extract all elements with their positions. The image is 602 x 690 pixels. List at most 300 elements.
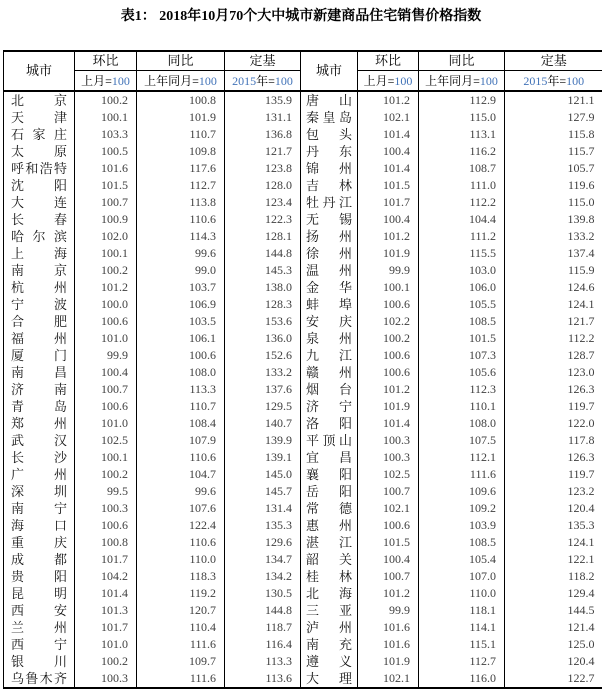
city-cell: 重 庆: [4, 534, 75, 551]
yoy-value: 103.9: [419, 517, 505, 534]
city-cell: 包 头: [301, 126, 358, 143]
header-yoy-right: 同比: [419, 51, 505, 71]
table-row: [4, 109, 602, 126]
yoy-value: 120.7: [137, 602, 225, 619]
mom-value: 102.5: [358, 466, 419, 483]
yoy-value: 107.3: [419, 347, 505, 364]
city-cell: 杭 州: [4, 279, 75, 296]
table-row: [4, 381, 602, 398]
header-mom-left: 环比: [75, 51, 137, 71]
header-city-right: 城市: [301, 51, 358, 91]
mom-value: 100.6: [358, 347, 419, 364]
city-cell: 大 理: [301, 670, 358, 688]
mom-value: 100.7: [75, 381, 137, 398]
yoy-value: 100.8: [137, 91, 225, 109]
mom-value: 100.7: [358, 483, 419, 500]
table-row: [4, 262, 602, 279]
mom-value: 100.8: [75, 534, 137, 551]
yoy-value: 115.5: [419, 245, 505, 262]
mom-value: 101.0: [75, 636, 137, 653]
header-base-unit-left: 2015年=100: [225, 71, 301, 92]
base-value: 128.1: [225, 228, 301, 245]
yoy-value: 110.6: [137, 449, 225, 466]
base-value: 105.7: [567, 161, 595, 175]
yoy-value: 110.4: [137, 619, 225, 636]
mom-value: 100.6: [358, 364, 419, 381]
city-cell: 郑 州: [4, 415, 75, 432]
yoy-value: 108.0: [419, 415, 505, 432]
yoy-value: 111.2: [419, 228, 505, 245]
base-value: 112.2: [567, 331, 595, 345]
base-value: 115.8: [567, 127, 595, 141]
base-value: 139.1: [225, 449, 301, 466]
base-value: 144.8: [225, 602, 301, 619]
table-row: [4, 517, 602, 534]
base-value: 128.7: [567, 348, 595, 362]
table-row: [4, 568, 602, 585]
city-cell: 三 亚: [301, 602, 358, 619]
yoy-value: 122.4: [137, 517, 225, 534]
yoy-value: 104.4: [419, 211, 505, 228]
header-city-left: 城市: [4, 51, 75, 91]
city-cell: 泉 州: [301, 330, 358, 347]
table-title: 表1： 2018年10月70个大中城市新建商品住宅销售价格指数: [120, 9, 482, 24]
base-value: 133.2: [225, 364, 301, 381]
city-cell: 平 顶 山: [301, 432, 358, 449]
mom-value: 100.2: [358, 330, 419, 347]
table-row: [4, 398, 602, 415]
mom-value: 101.2: [358, 228, 419, 245]
mom-value: 101.4: [75, 585, 137, 602]
city-cell: 海 口: [4, 517, 75, 534]
city-cell: 兰 州: [4, 619, 75, 636]
mom-value: 101.6: [358, 619, 419, 636]
base-value: 125.0: [567, 637, 595, 651]
mom-value: 103.3: [75, 126, 137, 143]
mom-value: 101.2: [75, 279, 137, 296]
yoy-value: 108.5: [419, 313, 505, 330]
base-value: 113.3: [225, 653, 301, 670]
mom-value: 101.4: [358, 126, 419, 143]
yoy-value: 103.0: [419, 262, 505, 279]
mom-value: 101.5: [358, 534, 419, 551]
mom-value: 99.9: [75, 347, 137, 364]
table-row: [4, 483, 602, 500]
city-cell: 天 津: [4, 109, 75, 126]
mom-value: 100.0: [75, 296, 137, 313]
base-value: 120.4: [567, 501, 595, 515]
base-value: 119.6: [567, 178, 595, 192]
yoy-value: 112.7: [419, 653, 505, 670]
table-row: [4, 91, 602, 109]
base-value: 131.4: [225, 500, 301, 517]
base-value: 144.8: [225, 245, 301, 262]
header-mom-right: 环比: [358, 51, 419, 71]
table-row: [4, 126, 602, 143]
base-value: 128.3: [225, 296, 301, 313]
header-row-labels: [4, 51, 602, 71]
city-cell: 北 海: [301, 585, 358, 602]
city-cell: 襄 阳: [301, 466, 358, 483]
city-cell: 洛 阳: [301, 415, 358, 432]
yoy-value: 103.5: [137, 313, 225, 330]
base-value: 124.1: [567, 297, 595, 311]
yoy-value: 116.0: [419, 670, 505, 688]
yoy-value: 109.8: [137, 143, 225, 160]
base-value: 139.9: [225, 432, 301, 449]
yoy-value: 99.0: [137, 262, 225, 279]
table-row: [4, 415, 602, 432]
yoy-value: 117.6: [137, 160, 225, 177]
mom-value: 100.1: [75, 449, 137, 466]
base-value: 122.1: [567, 552, 595, 566]
yoy-value: 105.6: [419, 364, 505, 381]
city-cell: 石 家 庄: [4, 126, 75, 143]
city-cell: 长 春: [4, 211, 75, 228]
yoy-value: 111.6: [419, 466, 505, 483]
mom-value: 101.4: [358, 160, 419, 177]
city-cell: 乌 鲁 木 齐: [4, 670, 75, 688]
base-value: 115.0: [567, 195, 595, 209]
mom-value: 102.0: [75, 228, 137, 245]
base-value: 124.1: [567, 535, 595, 549]
mom-value: 104.2: [75, 568, 137, 585]
city-cell: 昆 明: [4, 585, 75, 602]
mom-value: 101.5: [75, 177, 137, 194]
table-row: [4, 619, 602, 636]
city-cell: 南 宁: [4, 500, 75, 517]
base-value: 137.4: [567, 246, 595, 260]
city-cell: 武 汉: [4, 432, 75, 449]
yoy-value: 116.2: [419, 143, 505, 160]
city-cell: 唐 山: [301, 91, 358, 109]
table-row: [4, 364, 602, 381]
city-cell: 银 川: [4, 653, 75, 670]
base-value: 126.3: [567, 382, 595, 396]
yoy-value: 119.2: [137, 585, 225, 602]
yoy-value: 114.1: [419, 619, 505, 636]
base-value: 126.3: [567, 450, 595, 464]
mom-value: 100.6: [358, 517, 419, 534]
city-cell: 南 昌: [4, 364, 75, 381]
mom-value: 101.5: [358, 177, 419, 194]
base-value: 122.7: [567, 671, 595, 685]
table-row: [4, 500, 602, 517]
mom-value: 101.0: [75, 415, 137, 432]
mom-value: 100.9: [75, 211, 137, 228]
mom-value: 101.6: [358, 636, 419, 653]
mom-value: 100.1: [75, 109, 137, 126]
yoy-value: 107.6: [137, 500, 225, 517]
yoy-value: 113.1: [419, 126, 505, 143]
yoy-value: 112.3: [419, 381, 505, 398]
yoy-value: 109.6: [419, 483, 505, 500]
yoy-value: 101.9: [137, 109, 225, 126]
city-cell: 宜 昌: [301, 449, 358, 466]
yoy-value: 112.1: [419, 449, 505, 466]
mom-value: 100.7: [358, 568, 419, 585]
yoy-value: 107.0: [419, 568, 505, 585]
base-value: 140.7: [225, 415, 301, 432]
base-value: 129.6: [225, 534, 301, 551]
mom-value: 100.2: [75, 91, 137, 109]
mom-value: 100.1: [358, 279, 419, 296]
mom-value: 100.7: [75, 194, 137, 211]
table-row: [4, 670, 602, 688]
mom-value: 100.2: [75, 466, 137, 483]
base-value: 135.3: [567, 518, 595, 532]
city-cell: 大 连: [4, 194, 75, 211]
city-cell: 岳 阳: [301, 483, 358, 500]
yoy-value: 106.1: [137, 330, 225, 347]
table-row: [4, 177, 602, 194]
base-value: 128.0: [225, 177, 301, 194]
yoy-value: 108.5: [419, 534, 505, 551]
mom-value: 101.9: [358, 653, 419, 670]
city-cell: 贵 阳: [4, 568, 75, 585]
base-value: 122.0: [567, 416, 595, 430]
mom-value: 101.6: [75, 160, 137, 177]
yoy-value: 108.7: [419, 160, 505, 177]
city-cell: 呼 和 浩 特: [4, 160, 75, 177]
base-value: 123.4: [225, 194, 301, 211]
yoy-value: 104.7: [137, 466, 225, 483]
mom-value: 100.3: [75, 500, 137, 517]
city-cell: 常 德: [301, 500, 358, 517]
table-row: [4, 602, 602, 619]
yoy-value: 110.7: [137, 398, 225, 415]
base-value: 145.0: [225, 466, 301, 483]
yoy-value: 111.6: [137, 670, 225, 688]
mom-value: 102.5: [75, 432, 137, 449]
base-value: 123.0: [567, 365, 595, 379]
city-cell: 桂 林: [301, 568, 358, 585]
yoy-value: 110.0: [419, 585, 505, 602]
city-cell: 丹 东: [301, 143, 358, 160]
yoy-value: 118.1: [419, 602, 505, 619]
mom-value: 101.3: [75, 602, 137, 619]
base-value: 135.3: [225, 517, 301, 534]
table-row: [4, 432, 602, 449]
yoy-value: 110.6: [137, 534, 225, 551]
city-cell: 蚌 埠: [301, 296, 358, 313]
city-cell: 济 宁: [301, 398, 358, 415]
mom-value: 101.7: [75, 551, 137, 568]
city-cell: 徐 州: [301, 245, 358, 262]
header-yoy-unit-left: 上年同月=100: [137, 71, 225, 92]
base-value: 121.7: [567, 314, 595, 328]
base-value: 129.5: [225, 398, 301, 415]
table-row: [4, 653, 602, 670]
city-cell: 泸 州: [301, 619, 358, 636]
table-row: [4, 279, 602, 296]
mom-value: 101.9: [358, 245, 419, 262]
base-value: 136.8: [225, 126, 301, 143]
mom-value: 102.1: [358, 500, 419, 517]
mom-value: 102.1: [358, 109, 419, 126]
table-row: [4, 551, 602, 568]
city-cell: 烟 台: [301, 381, 358, 398]
base-value: 145.3: [225, 262, 301, 279]
city-cell: 无 锡: [301, 211, 358, 228]
city-cell: 南 充: [301, 636, 358, 653]
base-value: 145.7: [225, 483, 301, 500]
mom-value: 100.5: [75, 143, 137, 160]
table-body: [4, 91, 602, 688]
yoy-value: 113.3: [137, 381, 225, 398]
mom-value: 101.7: [358, 194, 419, 211]
yoy-value: 107.5: [419, 432, 505, 449]
yoy-value: 107.9: [137, 432, 225, 449]
city-cell: 合 肥: [4, 313, 75, 330]
base-value: 131.1: [225, 109, 301, 126]
table-row: [4, 313, 602, 330]
city-cell: 太 原: [4, 143, 75, 160]
yoy-value: 111.6: [137, 636, 225, 653]
city-cell: 牡 丹 江: [301, 194, 358, 211]
base-value: 137.6: [225, 381, 301, 398]
city-cell: 成 都: [4, 551, 75, 568]
base-value: 123.2: [567, 484, 595, 498]
base-value: 144.5: [567, 603, 595, 617]
mom-value: 101.0: [75, 330, 137, 347]
mom-value: 100.6: [75, 517, 137, 534]
yoy-value: 118.3: [137, 568, 225, 585]
base-value: 130.5: [225, 585, 301, 602]
base-value: 152.6: [225, 347, 301, 364]
city-cell: 广 州: [4, 466, 75, 483]
base-value: 127.9: [567, 110, 595, 124]
table-row: [4, 636, 602, 653]
base-value: 135.9: [225, 91, 301, 109]
yoy-value: 103.7: [137, 279, 225, 296]
yoy-value: 110.6: [137, 211, 225, 228]
city-cell: 遵 义: [301, 653, 358, 670]
mom-value: 99.9: [358, 262, 419, 279]
yoy-value: 101.5: [419, 330, 505, 347]
base-value: 122.3: [225, 211, 301, 228]
yoy-value: 112.2: [419, 194, 505, 211]
table-row: [4, 228, 602, 245]
yoy-value: 105.5: [419, 296, 505, 313]
mom-value: 100.3: [358, 449, 419, 466]
table-row: [4, 449, 602, 466]
mom-value: 100.3: [358, 432, 419, 449]
table-row: [4, 466, 602, 483]
mom-value: 100.1: [75, 245, 137, 262]
yoy-value: 109.2: [419, 500, 505, 517]
yoy-value: 108.4: [137, 415, 225, 432]
base-value: 119.7: [567, 399, 595, 413]
mom-value: 102.1: [358, 670, 419, 688]
mom-value: 101.4: [358, 415, 419, 432]
yoy-value: 106.0: [419, 279, 505, 296]
mom-value: 101.2: [358, 585, 419, 602]
mom-value: 99.9: [358, 602, 419, 619]
base-value: 121.4: [567, 620, 595, 634]
yoy-value: 110.0: [137, 551, 225, 568]
base-value: 119.7: [567, 467, 595, 481]
base-value: 123.8: [225, 160, 301, 177]
city-cell: 赣 州: [301, 364, 358, 381]
mom-value: 100.4: [75, 364, 137, 381]
price-index-table: [3, 50, 602, 689]
base-value: 138.0: [225, 279, 301, 296]
city-cell: 惠 州: [301, 517, 358, 534]
city-cell: 秦 皇 岛: [301, 109, 358, 126]
city-cell: 安 庆: [301, 313, 358, 330]
base-value: 118.2: [567, 569, 595, 583]
city-cell: 锦 州: [301, 160, 358, 177]
mom-value: 100.6: [75, 398, 137, 415]
city-cell: 济 南: [4, 381, 75, 398]
yoy-value: 105.4: [419, 551, 505, 568]
city-cell: 宁 波: [4, 296, 75, 313]
yoy-value: 115.1: [419, 636, 505, 653]
yoy-value: 100.6: [137, 347, 225, 364]
base-value: 153.6: [225, 313, 301, 330]
header-base-right: 定基: [505, 51, 602, 71]
base-value: 136.0: [225, 330, 301, 347]
city-cell: 深 圳: [4, 483, 75, 500]
mom-value: 101.7: [75, 619, 137, 636]
city-cell: 吉 林: [301, 177, 358, 194]
mom-value: 100.4: [358, 143, 419, 160]
city-cell: 温 州: [301, 262, 358, 279]
city-cell: 青 岛: [4, 398, 75, 415]
mom-value: 99.5: [75, 483, 137, 500]
city-cell: 福 州: [4, 330, 75, 347]
yoy-value: 109.7: [137, 653, 225, 670]
city-cell: 湛 江: [301, 534, 358, 551]
base-value: 121.7: [225, 143, 301, 160]
header-mom-unit-right: 上月=100: [358, 71, 419, 92]
mom-value: 100.2: [75, 262, 137, 279]
yoy-value: 113.8: [137, 194, 225, 211]
base-value: 116.4: [225, 636, 301, 653]
base-value: 117.8: [567, 433, 595, 447]
base-value: 134.2: [225, 568, 301, 585]
table-row: [4, 296, 602, 313]
header-yoy-left: 同比: [137, 51, 225, 71]
city-cell: 沈 阳: [4, 177, 75, 194]
yoy-value: 112.9: [419, 91, 505, 109]
base-value: 115.9: [567, 263, 595, 277]
table-row: [4, 330, 602, 347]
yoy-value: 108.0: [137, 364, 225, 381]
table-row: [4, 143, 602, 160]
base-value: 121.1: [567, 93, 595, 107]
table-row: [4, 211, 602, 228]
base-value: 134.7: [225, 551, 301, 568]
header-yoy-unit-right: 上年同月=100: [419, 71, 505, 92]
mom-value: 100.4: [358, 211, 419, 228]
city-cell: 南 京: [4, 262, 75, 279]
table-row: [4, 585, 602, 602]
city-cell: 韶 关: [301, 551, 358, 568]
city-cell: 扬 州: [301, 228, 358, 245]
city-cell: 哈 尔 滨: [4, 228, 75, 245]
yoy-value: 106.9: [137, 296, 225, 313]
mom-value: 100.4: [358, 551, 419, 568]
base-value: 113.6: [225, 670, 301, 688]
header-base-unit-right: 2015年=100: [505, 71, 602, 92]
city-cell: 长 沙: [4, 449, 75, 466]
base-value: 124.6: [567, 280, 595, 294]
city-cell: 西 宁: [4, 636, 75, 653]
base-value: 129.4: [567, 586, 595, 600]
city-cell: 北 京: [4, 91, 75, 109]
